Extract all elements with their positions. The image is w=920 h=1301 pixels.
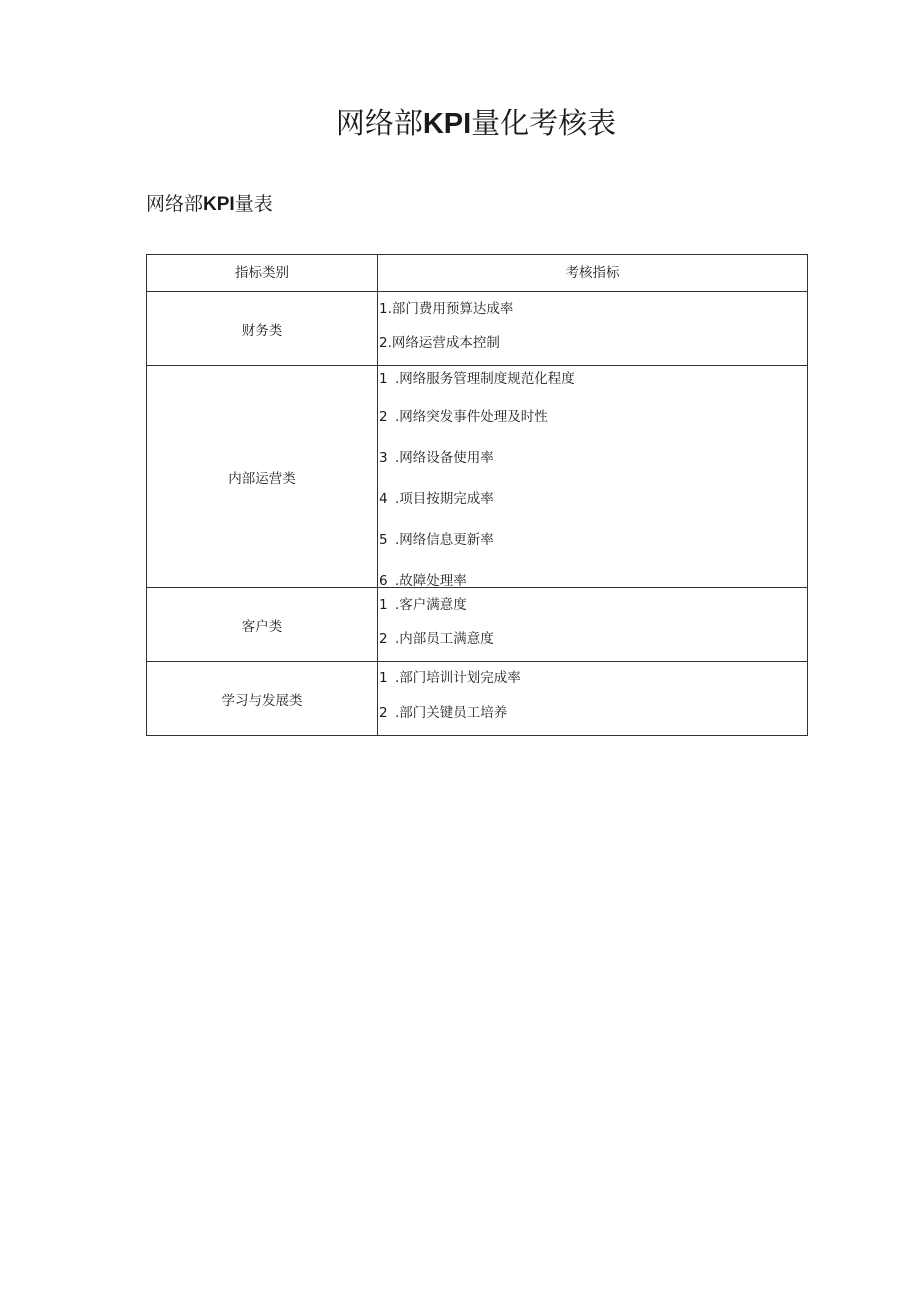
table-row [147, 292, 808, 366]
indicator-text: .内部员工满意度 [395, 631, 494, 647]
indicator-number: 2 [379, 631, 388, 647]
indicator-number: 2 [379, 409, 388, 425]
header-indicator: 考核指标 [378, 255, 808, 292]
document-title [0, 103, 920, 144]
category-cell: 学习与发展类 [147, 662, 378, 736]
list-item [378, 662, 807, 703]
list-item [378, 629, 807, 661]
list-item [378, 407, 807, 448]
indicator-text: .部门培训计划完成率 [395, 670, 521, 686]
indicator-cell [378, 588, 808, 662]
list-item [378, 333, 807, 365]
indicator-list [378, 292, 807, 365]
indicator-number: 1 [379, 597, 388, 613]
indicator-text: .网络设备使用率 [395, 450, 494, 466]
indicator-number: 5 [379, 532, 388, 548]
category-cell: 财务类 [147, 292, 378, 366]
category-cell: 客户类 [147, 588, 378, 662]
indicator-cell [378, 662, 808, 736]
list-item [378, 448, 807, 489]
indicator-number: 1 [379, 670, 388, 686]
list-item [378, 530, 807, 571]
indicator-number: 1. [379, 301, 392, 317]
indicator-number: 6 [379, 573, 388, 587]
section-suffix: 量表 [234, 193, 273, 215]
header-category: 指标类别 [147, 255, 378, 292]
indicator-text: .项目按期完成率 [395, 491, 494, 507]
indicator-text: .客户满意度 [395, 597, 467, 613]
indicator-text: 部门费用预算达成率 [391, 301, 514, 317]
indicator-text: .网络突发事件处理及时性 [395, 409, 548, 425]
list-item [378, 571, 807, 587]
indicator-text: 网络运营成本控制 [391, 335, 500, 351]
list-item [378, 588, 807, 629]
indicator-number: 3 [379, 450, 388, 466]
section-title [146, 191, 273, 218]
title-prefix: 网络部 [335, 106, 423, 140]
indicator-number: 2. [379, 335, 392, 351]
section-prefix: 网络部 [146, 193, 204, 215]
indicator-cell [378, 366, 808, 588]
table-row [147, 588, 808, 662]
title-latin: KPI [422, 108, 472, 140]
indicator-number: 2 [379, 705, 388, 721]
list-item [378, 366, 807, 407]
table-row [147, 366, 808, 588]
table-row [147, 662, 808, 736]
kpi-table [146, 254, 808, 736]
indicator-text: .网络服务管理制度规范化程度 [395, 371, 575, 387]
indicator-cell [378, 292, 808, 366]
indicator-text: .部门关键员工培养 [395, 705, 508, 721]
list-item [378, 703, 807, 735]
indicator-text: .网络信息更新率 [395, 532, 494, 548]
list-item [378, 489, 807, 530]
category-cell: 内部运营类 [147, 366, 378, 588]
indicator-list [378, 366, 807, 587]
indicator-list [378, 662, 807, 735]
indicator-list [378, 588, 807, 661]
indicator-number: 4 [379, 491, 388, 507]
table-header-row [147, 255, 808, 292]
section-latin: KPI [203, 194, 235, 215]
list-item [378, 292, 807, 333]
indicator-number: 1 [379, 371, 388, 387]
title-suffix: 量化考核表 [471, 106, 617, 140]
indicator-text: .故障处理率 [395, 573, 467, 587]
